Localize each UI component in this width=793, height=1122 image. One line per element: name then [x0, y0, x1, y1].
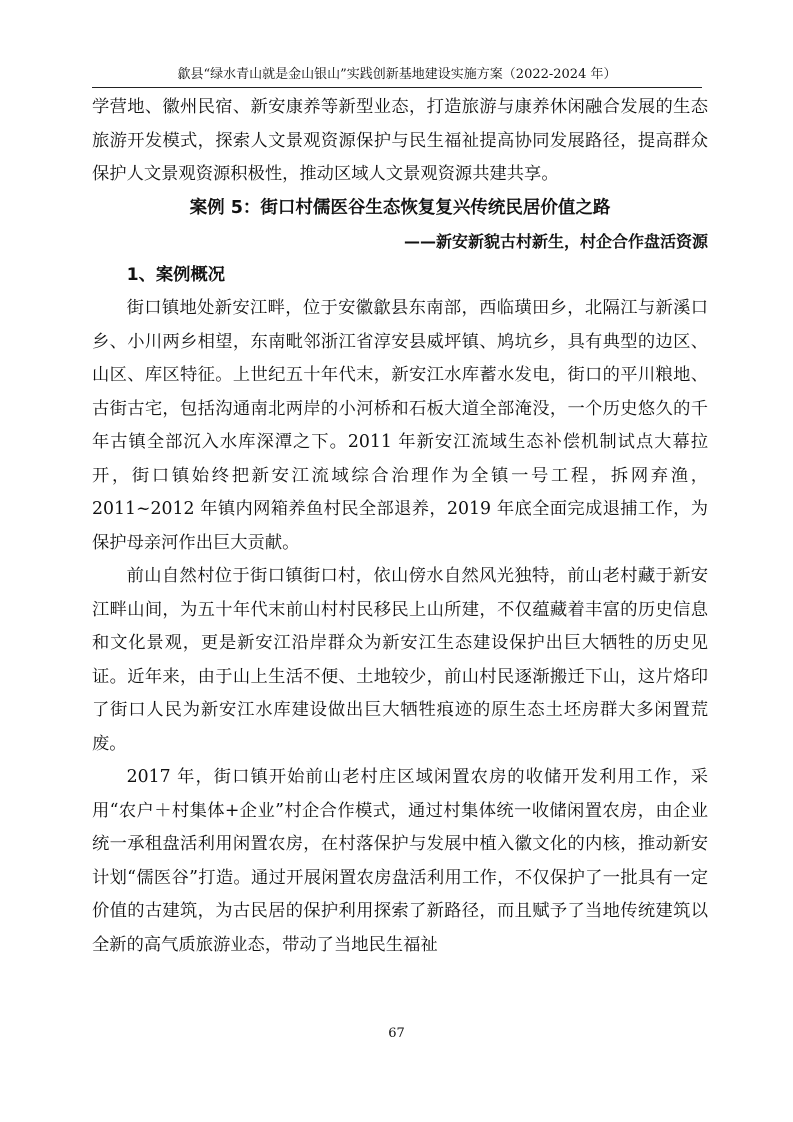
body-paragraph-1: 街口镇地处新安江畔，位于安徽歙县东南部，西临璜田乡，北隔江与新溪口乡、小川两乡相望，东南毗邻浙江省淳安县威坪镇、鸠坑乡，具有典型的边区、山区、库区特征。上世纪五十年代末，新安江水库蓄水发电，街口的平川粮地、古街古宅，包括沟通南北两岸的小河桥和石板大道全部淹没，一个历史悠久的千年古镇全部沉入水库深潭之下。2011 年新安江流域生态补偿机制试点大幕拉开，街口镇始终把新安江流域综合治理作为全镇一号工程，拆网弃渔，2011~2012 年镇内网箱养鱼村民全部退养，2019 年底全面完成退捕工作，为保护母亲河作出巨大贡献。 — [92, 298, 708, 553]
section-heading: 1、案例概况 — [126, 264, 226, 285]
running-header: 歙县“绿水青山就是金山银山”实践创新基地建设实施方案（2022-2024 年） — [92, 67, 702, 88]
page-number: 67 — [388, 1026, 405, 1041]
document-body — [92, 91, 708, 962]
continuation-paragraph: 学营地、徽州民宿、新安康养等新型业态，打造旅游与康养休闲融合发展的生态旅游开发模式，探索人文景观资源保护与民生福祉提高协同发展路径，提高群众保护人文景观资源积极性，推动区域人文景观资源共建共享。 — [92, 97, 708, 184]
body-paragraph-2: 前山自然村位于街口镇街口村，依山傍水自然风光独特，前山老村藏于新安江畔山间，为五十年代末前山村村民移民上山所建，不仅蕴藏着丰富的历史信息和文化景观，更是新安江沿岸群众为新安江生态建设保护出巨大牺牲的历史见证。近年来，由于山上生活不便、土地较少，前山村民逐渐搬迁下山，这片烙印了街口人民为新安江水库建设做出巨大牺牲痕迹的原生态土坯房群大多闲置荒废。 — [92, 566, 708, 754]
case-title: 案例 5：街口村儒医谷生态恢复复兴传统民居价值之路 — [189, 197, 611, 218]
body-paragraph-3: 2017 年，街口镇开始前山老村庄区域闲置农房的收储开发利用工作，采用“农户＋村集体+企业”村企合作模式，通过村集体统一收储闲置农房，由企业统一承租盘活利用闲置农房，在村落保护与发展中植入徽文化的内核，推动新安计划“儒医谷”打造。通过开展闲置农房盘活利用工作，不仅保护了一批具有一定价值的古建筑，为古民居的保护利用探索了新路径，而且赋予了当地传统建筑以全新的高气质旅游业态，带动了当地民生福祉 — [92, 767, 708, 955]
case-subtitle: ——新安新貌古村新生，村企合作盘活资源 — [403, 232, 708, 251]
